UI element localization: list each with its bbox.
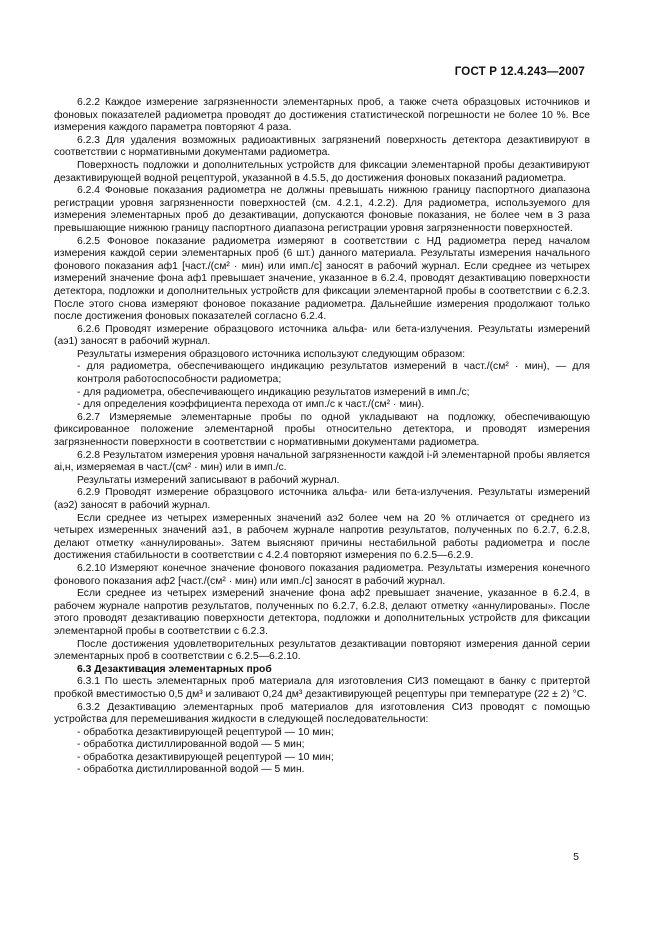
paragraph: 6.2.9 Проводят измерение образцового источника альфа- или бета-излучения. Результаты измерений (aэ2) заносят в рабочий журнал. [54,487,590,511]
list-item: - обработка дезактивирующей рецептурой — 10 мин; [77,726,334,738]
paragraph: 6.3.1 По шесть элементарных проб материала для изготовления СИЗ помещают в банку с притертой пробкой вместимостью 0,5 дм³ и заливают 0,24 дм³ дезактивирующей рецептуры при температуре (22 ± 2) °С. [54,676,590,700]
paragraph: 6.2.4 Фоновые показания радиометра не должны превышать нижнюю границу паспортного диапазона регистрации уровня загрязненности поверхностей (см. 4.2.1, 4.2.2). Для радиометра, используемого для измерения элементарных проб до дезактивации, допускаются фоновые показания, не более чем в 3 раза превышающие нижнюю границу паспортного диапазона регистрации уровня загрязненности поверхностей. [54,185,590,234]
paragraph: 6.2.6 Проводят измерение образцового источника альфа- или бета-излучения. Результаты измерений (aэ1) заносят в рабочий журнал. [54,323,590,348]
paragraph: Результаты измерения образцового источника используют следующим образом: [77,348,466,360]
paragraph: Если среднее из четырех измеренных значений aэ2 более чем на 20 % отличается от среднего из четырех измеренных значений aэ1, в рабочем журнале напротив результатов, полученных по 6.2.7, 6.2.8, делают отметку «аннулированы». Затем выясняют причины нестабильной работы радиометра и после достижения стабильности в соответствии с 4.2.4 повторяют измерения по 6.2.5—6.2.9. [54,512,590,562]
paragraph: После достижения удовлетворительных результатов дезактивации повторяют измерения данной серии элементарных проб в соответствии с 6.2.5—6.2.10. [54,638,590,663]
paragraph: 6.2.3 Для удаления возможных радиоактивных загрязнений поверхность детектора дезактивируют в соответствии с нормативными документами радиометра. [54,134,590,159]
paragraph: 6.3.2 Дезактивацию элементарных проб материалов для изготовления СИЗ проводят с помощью устройства для перемешивания жидкости в следующей последовательности: [54,701,590,726]
list-item: - обработка дистиллированной водой — 5 мин; [77,739,305,751]
paragraph: 6.2.7 Измеряемые элементарные пробы по одной укладывают на подложку, обеспечивающую фиксированное положение элементарной пробы относительно детектора, и проводят измерения загрязненности поверхности в соответствии с нормативными документами радиометра. [54,411,590,449]
paragraph: 6.2.8 Результатом измерения уровня начальной загрязненности каждой i-й элементарной пробы является ai,н, измеряемая в част./(см² · мин) или в имп./с. [54,449,590,474]
paragraph: 6.2.10 Измеряют конечное значение фонового показания радиометра. Результаты измерения конечного фонового показания aф2 [част./(см² · мин) или имп./с] заносят в рабочий журнал. [54,562,590,587]
document-header: ГОСТ Р 12.4.243—2007 [454,66,585,78]
document-body [54,97,590,777]
page-number: 5 [573,851,579,863]
paragraph: 6.2.2 Каждое измерение загрязненности элементарных проб, а также счета образцовых источников и фоновых показателей радиометра проводят до достижения статистической погрешности не более 10 %. Все измерения каждого параметра повторяют 4 раза. [54,97,590,134]
paragraph: Поверхность подложки и дополнительных устройств для фиксации элементарной пробы дезактивируют дезактивирующей водной рецептурой, указанной в 4.5.5, до достижения фоновых показаний радиометра. [54,159,590,184]
paragraph: 6.2.5 Фоновое показание радиометра измеряют в соответствии с НД радиометра перед началом измерения каждой серии элементарных проб (6 шт.) данного материала. Результаты измерения начального фонового показания aф1 [част./(см² · мин) или имп./с] заносят в рабочий журнал. Если среднее из четырех измерений значение фона aф1 превышает значение, указанное в 6.2.4, проводят дезактивацию поверхности детектора, подложки и дополнительных устройств для фиксации элементарной пробы в соответствии с 6.2.3. После этого снова измеряют фоновое показание радиометра. Дальнейшие измерения продолжают только после достижения фоновых показателей согласно 6.2.4. [54,235,590,323]
paragraph: Если среднее из четырех измерений значение фона aф2 превышает значение, указанное в 6.2.4, в рабочем журнале напротив результатов, полученных по 6.2.7, 6.2.8, делают отметку «аннулированы». После этого проводят дезактивацию поверхности детектора, подложки и дополнительных устройств для фиксации элементарной пробы в соответствии с 6.2.3. [54,588,590,637]
list-item: - для определения коэффициента перехода от имп./с к част./(см² · мин). [77,399,425,411]
list-item: - обработка дистиллированной водой — 5 мин. [77,764,305,776]
list-item: - обработка дезактивирующей рецептурой — 10 мин; [77,751,334,763]
list-item: - для радиометра, обеспечивающего индикацию результатов измерений в имп./с; [77,386,470,398]
list-item: - для радиометра, обеспечивающего индикацию результатов измерений в част./(см² · мин), — для контроля работоспособности радиометра; [77,361,590,386]
section-heading: 6.3 Дезактивация элементарных проб [77,663,272,675]
paragraph: Результаты измерений записывают в рабочий журнал. [77,474,340,486]
